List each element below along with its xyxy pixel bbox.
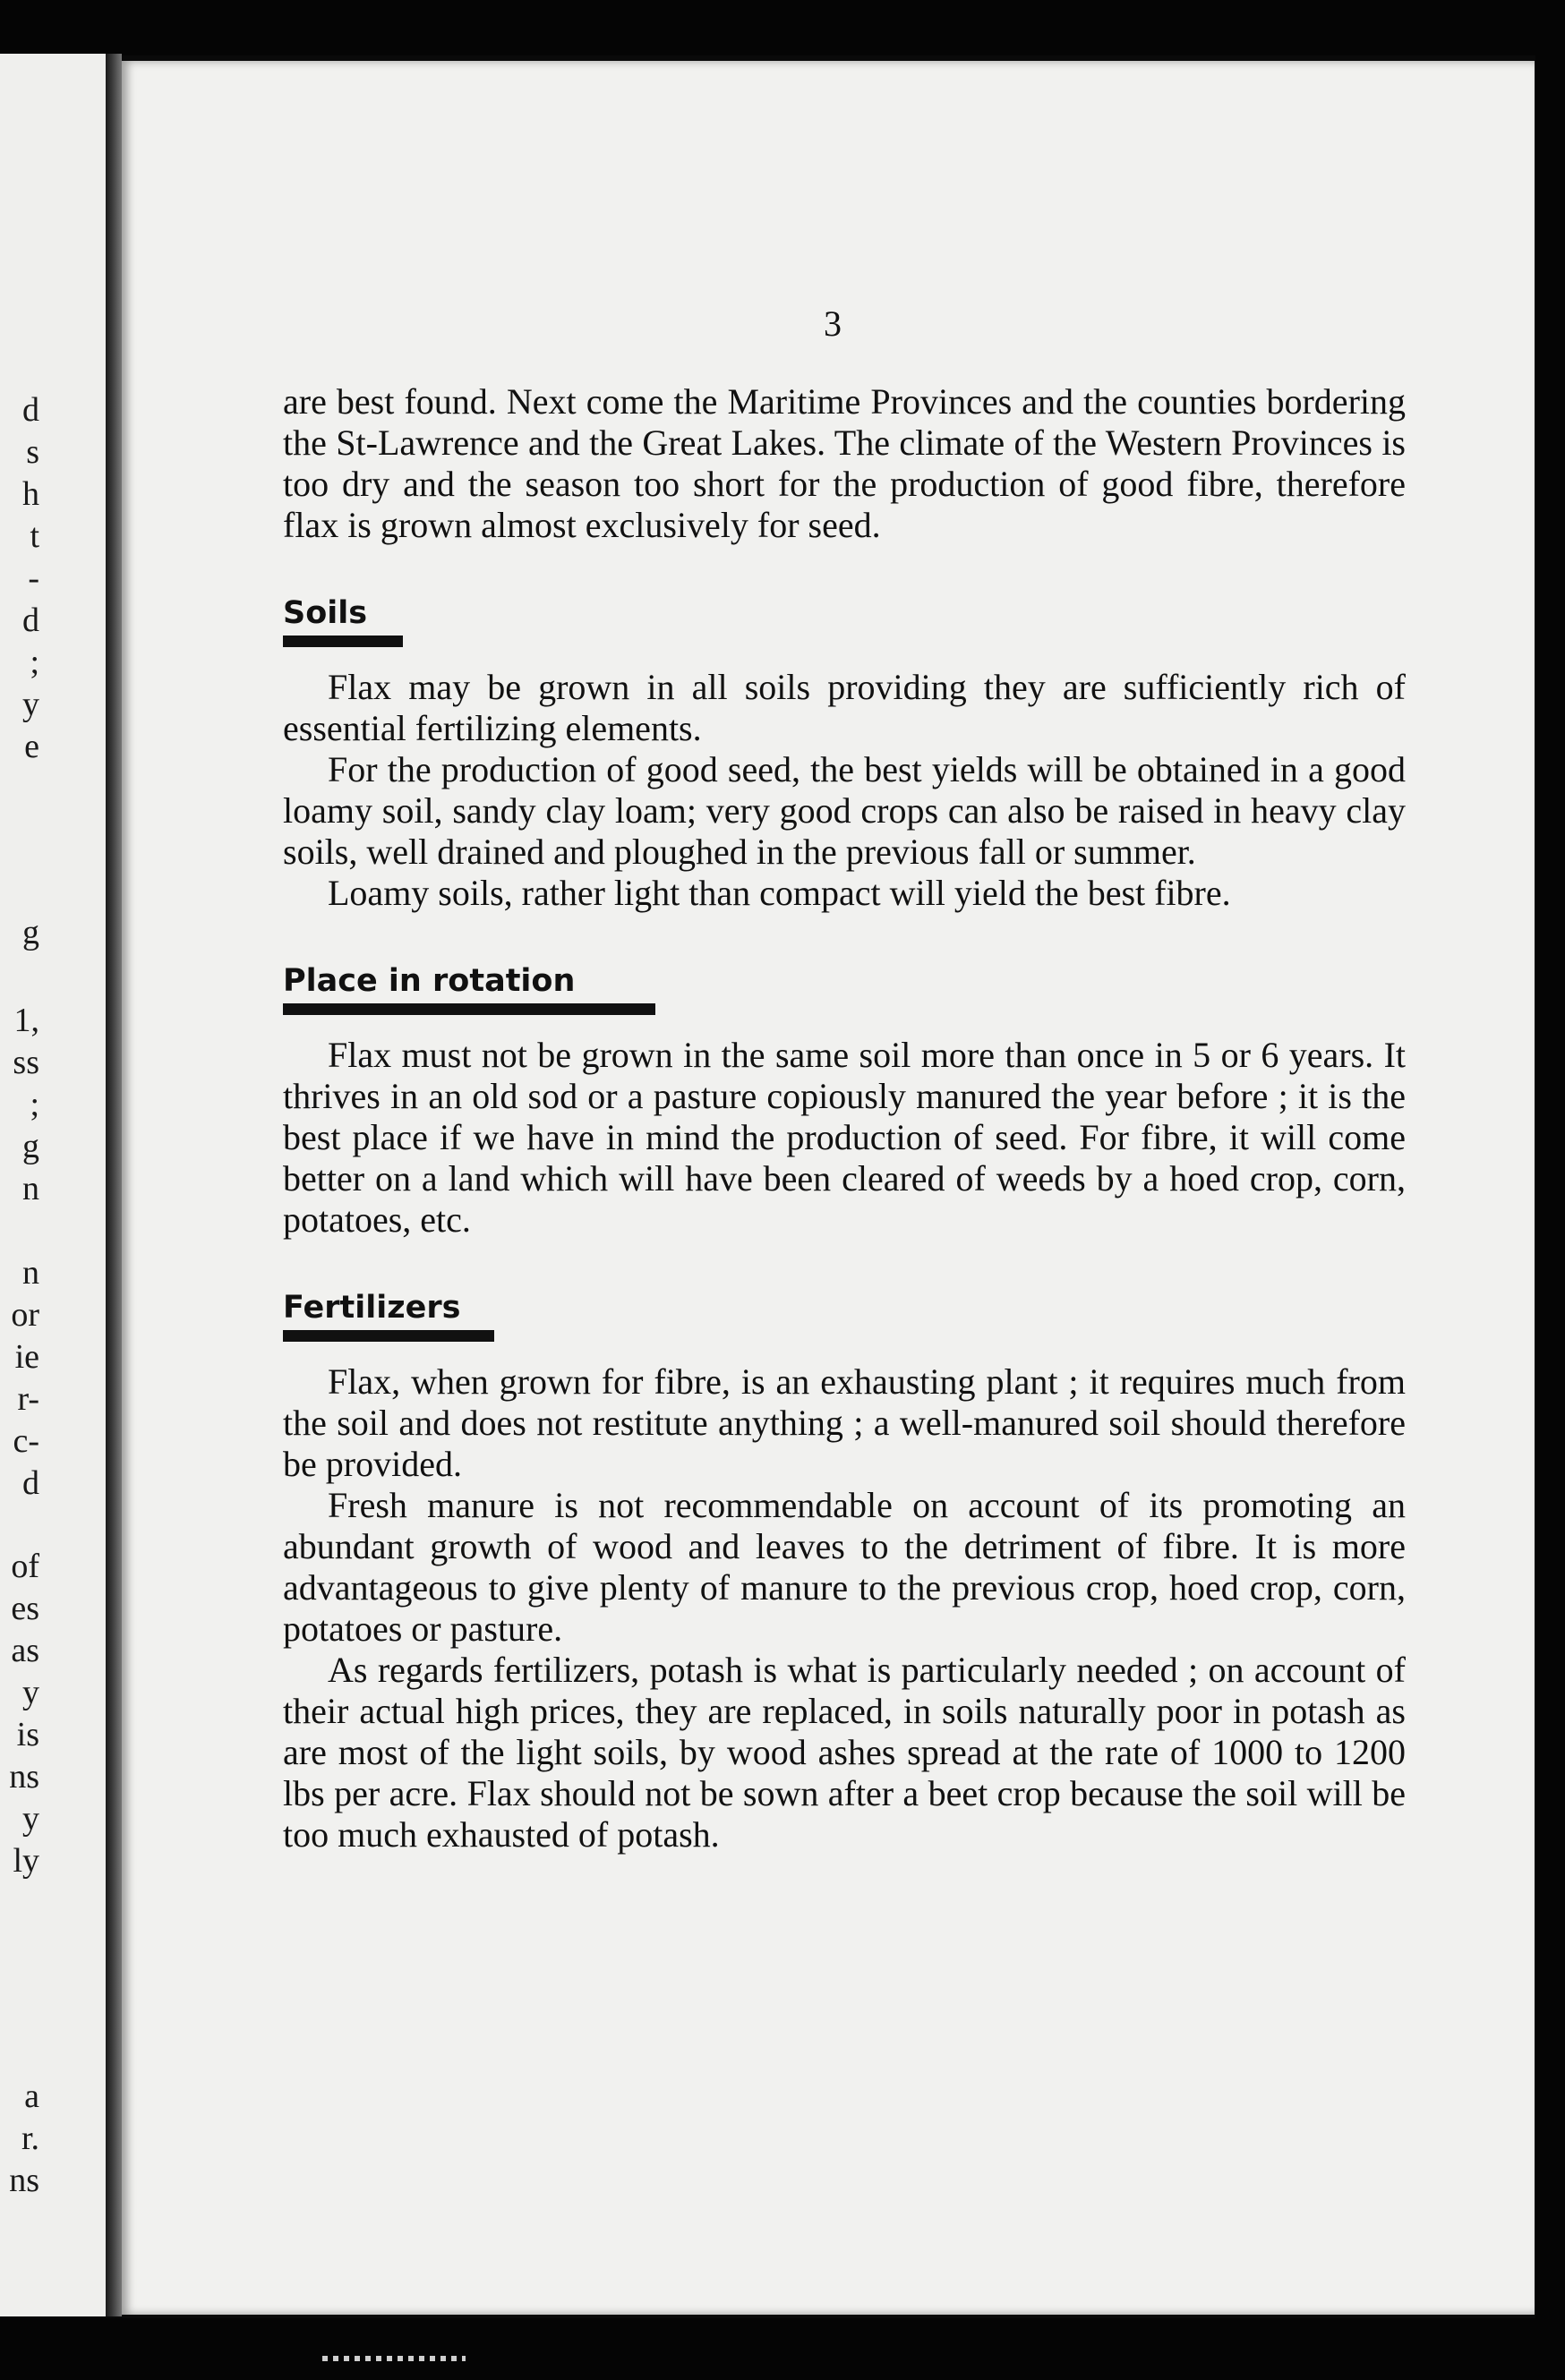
prev-page-fragment: e: [24, 728, 39, 765]
prev-page-fragment: c-: [13, 1422, 39, 1460]
heading-underline: [283, 636, 403, 647]
prev-page-fragment: n: [22, 1170, 39, 1207]
prev-page-fragment: ;: [30, 1086, 39, 1123]
scan-edge-marks: [322, 2356, 466, 2361]
paragraph: For the production of good seed, the best yields will be obtained in a good loamy soil, sandy clay loam; very good crops can also be raised in heavy clay soils, well drained and ploughed in the previous fall or summer.: [283, 749, 1406, 872]
section-soils: [283, 594, 1406, 914]
prev-page-fragment: 1,: [13, 1002, 39, 1039]
previous-page-edge: [0, 54, 106, 2316]
heading-underline: [283, 1330, 494, 1342]
prev-page-fragment: ;: [30, 644, 39, 681]
scan-frame-right: [1535, 0, 1565, 2380]
prev-page-fragment: ie: [14, 1338, 39, 1376]
prev-page-fragment: d: [22, 1464, 39, 1502]
prev-page-fragment: s: [26, 433, 39, 471]
paragraph: Loamy soils, rather light than compact will yield the best fibre.: [328, 873, 1231, 913]
section-rotation: [283, 962, 1406, 1241]
page-number: 3: [824, 303, 842, 344]
section-heading: Fertilizers: [283, 1290, 461, 1326]
heading-underline: [283, 1003, 655, 1015]
prev-page-fragment: is: [16, 1716, 39, 1753]
prev-page-fragment: es: [11, 1590, 39, 1627]
prev-page-fragment: g: [22, 914, 39, 951]
prev-page-fragment: d: [22, 601, 39, 639]
prev-page-fragment: a: [24, 2077, 39, 2115]
prev-page-fragment: ns: [9, 2162, 39, 2199]
prev-page-fragment: n: [22, 1254, 39, 1292]
page-content: [283, 381, 1406, 1855]
prev-page-fragment: y: [22, 1800, 39, 1838]
scan-frame-bottom: [0, 2318, 1565, 2380]
prev-page-fragment: as: [11, 1632, 39, 1669]
prev-page-fragment: y: [22, 1674, 39, 1711]
scan-frame-top: [0, 0, 1565, 55]
section-fertilizers: [283, 1289, 1406, 1855]
section-heading: Soils: [283, 595, 368, 631]
intro-paragraph: are best found. Next come the Maritime Provinces and the counties bordering the St-Lawrence and the Great Lakes. The climate of the Western Provinces is too dry and the season too short for the production of good fibre, therefore flax is grown almost exclusively for seed.: [283, 381, 1406, 545]
prev-page-fragment: ns: [9, 1758, 39, 1796]
prev-page-fragment: -: [28, 559, 39, 597]
prev-page-fragment: g: [22, 1128, 39, 1165]
paragraph: Fresh manure is not recommendable on account of its promoting an abundant growth of wood and leaves to the detriment of fibre. It is more advantageous to give plenty of manure to the previous crop, hoed crop, corn, potatoes or pasture.: [283, 1485, 1406, 1649]
prev-page-fragment: of: [11, 1548, 39, 1585]
paragraph: Flax may be grown in all soils providing they are sufficiently rich of essential fertilizing elements.: [283, 667, 1406, 748]
prev-page-fragment: ly: [13, 1842, 39, 1880]
section-heading: Place in rotation: [283, 963, 576, 999]
paragraph: As regards fertilizers, potash is what is particularly needed ; on account of their actual high prices, they are replaced, in soils naturally poor in potash as are most of the light soils, by wood ashes spread at the rate of 1000 to 1200 lbs per acre. Flax should not be sown after a beet crop because the soil will be too much exhausted of potash.: [283, 1650, 1406, 1855]
paragraph: Flax must not be grown in the same soil more than once in 5 or 6 years. It thrives in an old sod or a pasture copiously manured the year before ; it is the best place if we have in mind the production of seed. For fibre, it will come better on a land which will have been cleared of weeds by a hoed crop, corn, potatoes, etc.: [283, 1035, 1406, 1240]
prev-page-fragment: or: [11, 1296, 39, 1334]
prev-page-fragment: d: [22, 391, 39, 429]
paragraph: Flax, when grown for fibre, is an exhausting plant ; it requires much from the soil and does not restitute anything ; a well-manured soil should therefore be provided.: [283, 1361, 1406, 1484]
prev-page-fragment: r-: [17, 1380, 39, 1418]
prev-page-fragment: h: [22, 475, 39, 513]
prev-page-fragment: y: [22, 686, 39, 723]
prev-page-fragment: ss: [13, 1044, 39, 1081]
prev-page-fragment: t: [30, 517, 39, 555]
book-gutter: [106, 54, 122, 2316]
prev-page-fragment: r.: [21, 2120, 39, 2157]
